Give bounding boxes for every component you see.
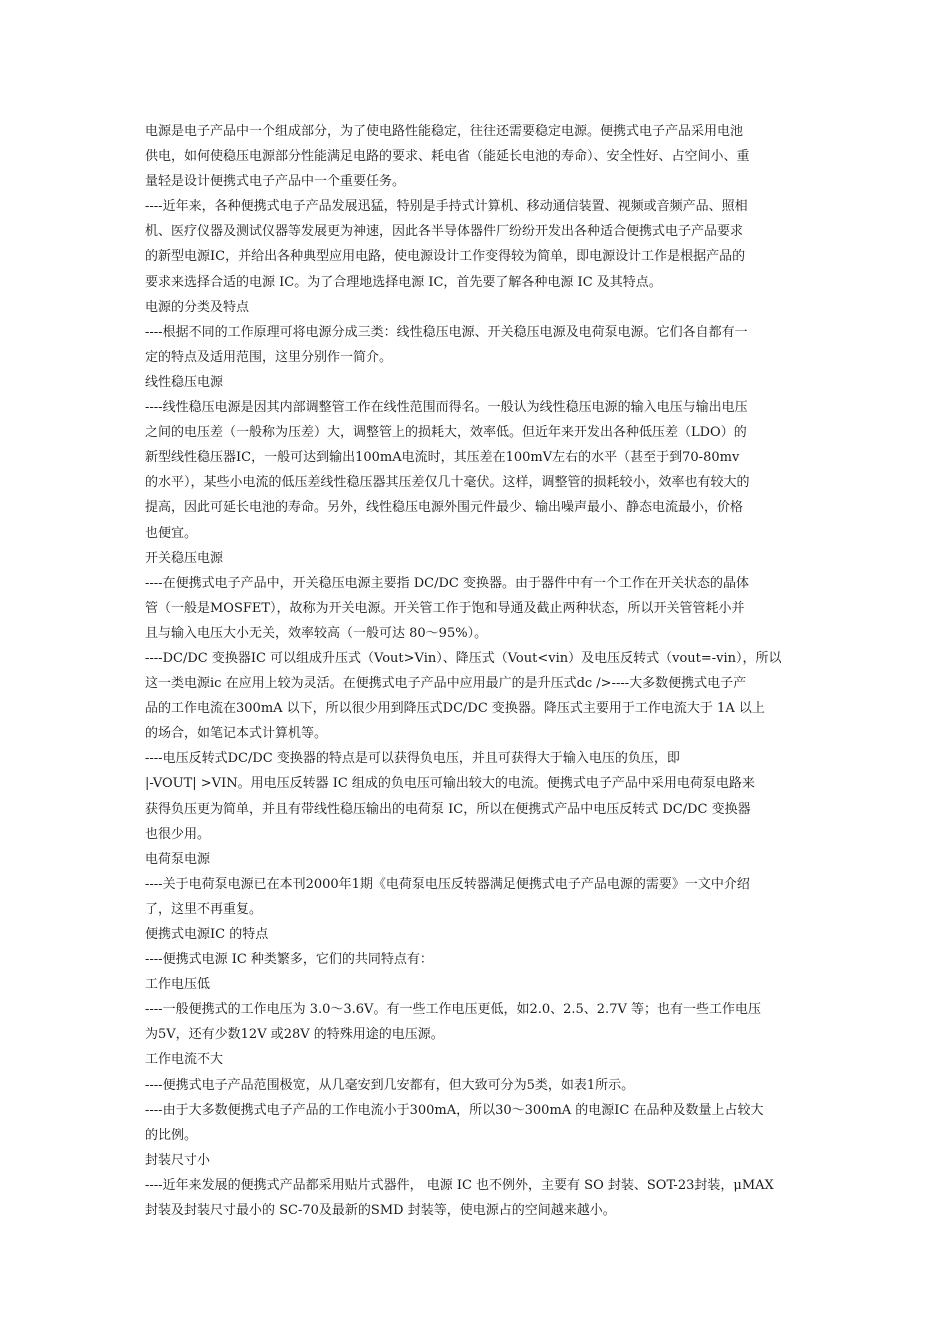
text-line: 电源是电子产品中一个组成部分，为了使电路性能稳定，往往还需要稳定电源。便携式电子产品采用电池 — [145, 124, 744, 139]
text-line: 的水平），某些小电流的低压差线性稳压器其压差仅几十毫伏。这样，调整管的损耗较小，效率也有较大的 — [145, 475, 750, 491]
section-heading: 开关稳压电源 — [145, 550, 224, 566]
section-heading: 工作电流不大 — [145, 1052, 224, 1068]
text-line: 定的特点及适用范围，这里分别作一简介。 — [145, 349, 393, 365]
text-line: 提高，因此可延长电池的寿命。另外，线性稳压电源外围元件最少、输出噪声最小、静态电流最小，价格 — [145, 500, 744, 516]
text-line: ----便携式电子产品范围极宽，从几毫安到几安都有，但大致可分为5类，如表1所示。 — [145, 1077, 635, 1093]
text-line: 的新型电源IC，并给出各种典型应用电路，使电源设计工作变得较为简单，即电源设计工作是根据产品的 — [145, 249, 746, 265]
section-heading: 电源的分类及特点 — [145, 299, 250, 315]
text-line: 也便宜。 — [145, 525, 198, 541]
document-body — [145, 119, 825, 1223]
text-line: 且与输入电压大小无关，效率较高（一般可达 80～95%）。 — [145, 625, 488, 641]
text-line: 的场合，如笔记本式计算机等。 — [145, 726, 328, 742]
section-heading: 封装尺寸小 — [145, 1152, 211, 1168]
text-line: 这一类电源ic 在应用上较为灵活。在便携式电子产品中应用最广的是升压式dc />----大多数便携式电子产 — [145, 676, 747, 692]
text-line: 之间的电压差（一般称为压差）大，调整管上的损耗大，效率低。但近年来开发出各种低压差（LDO）的 — [145, 425, 747, 441]
text-line: 获得负压更为简单，并且有带线性稳压输出的电荷泵 IC，所以在便携式产品中电压反转式 DC/DC 变换器 — [145, 801, 751, 817]
text-line: ----便携式电源 IC 种类繁多，它们的共同特点有： — [145, 952, 433, 968]
text-line: |-VOUT| >VIN。用电压反转器 IC 组成的负电压可输出较大的电流。便携式电子产品中采用电荷泵电路来 — [145, 776, 755, 792]
text-line: ----根据不同的工作原理可将电源分成三类：线性稳压电源、开关稳压电源及电荷泵电源。它们各自都有一 — [145, 324, 748, 340]
section-heading: 线性稳压电源 — [145, 374, 224, 390]
text-line: ----近年来，各种便携式电子产品发展迅猛，特别是手持式计算机、移动通信装置、视频或音频产品、照相 — [145, 199, 748, 215]
text-line: 机、医疗仪器及测试仪器等发展更为神速，因此各半导体器件厂纷纷开发出各种适合便携式电子产品要求 — [145, 224, 744, 240]
text-line: 封装及封装尺寸最小的 SC-70及最新的SMD 封装等，使电源占的空间越来越小。 — [145, 1203, 616, 1219]
section-heading: 工作电压低 — [145, 977, 211, 993]
text-line: 量轻是设计便携式电子产品中一个重要任务。 — [145, 174, 406, 190]
text-line: ----线性稳压电源是因其内部调整管工作在线性范围而得名。一般认为线性稳压电源的输入电压与输出电压 — [145, 400, 748, 416]
text-line: 的比例。 — [145, 1127, 198, 1143]
text-line: 品的工作电流在300mA 以下，所以很少用到降压式DC/DC 变换器。降压式主要用于工作电流大于 1A 以上 — [145, 701, 765, 717]
text-line: 也很少用。 — [145, 826, 211, 842]
text-line: 要求来选择合适的电源 IC。为了合理地选择电源 IC，首先要了解各种电源 IC 及其特点。 — [145, 274, 662, 290]
text-line: ----一般便携式的工作电压为 3.0～3.6V。有一些工作电压更低，如2.0、2.5、2.7V 等；也有一些工作电压 — [145, 1002, 761, 1018]
text-line: 了，这里不再重复。 — [145, 901, 263, 917]
text-line: ----DC/DC 变换器IC 可以组成升压式（Vout>Vin）、降压式（Vout<vin）及电压反转式（vout=-vin），所以 — [145, 650, 782, 666]
text-line: ----在便携式电子产品中，开关稳压电源主要指 DC/DC 变换器。由于器件中有一个工作在开关状态的晶体 — [145, 575, 749, 591]
section-heading: 电荷泵电源 — [145, 851, 211, 867]
text-line: 为5V，还有少数12V 或28V 的特殊用途的电压源。 — [145, 1027, 444, 1043]
text-line: ----关于电荷泵电源已在本刊2000年1期《电荷泵电压反转器满足便携式电子产品电源的需要》一文中介绍 — [145, 876, 750, 892]
text-line: 新型线性稳压器IC，一般可达到输出100mA电流时，其压差在100mV左右的水平（甚至于到70-80mv — [145, 450, 740, 466]
text-line: ----电压反转式DC/DC 变换器的特点是可以获得负电压，并且可获得大于输入电压的负压，即 — [145, 751, 680, 767]
text-line: 供电，如何使稳压电源部分性能满足电路的要求、耗电省（能延长电池的寿命）、安全性好、占空间小、重 — [145, 149, 750, 165]
text-line: 管（一般是MOSFET），故称为开关电源。开关管工作于饱和导通及截止两种状态，所以开关管管耗小并 — [145, 600, 745, 616]
text-line: ----由于大多数便携式电子产品的工作电流小于300mA，所以30～300mA 的电源IC 在品种及数量上占较大 — [145, 1102, 764, 1118]
section-heading: 便携式电源IC 的特点 — [145, 927, 269, 942]
text-line: ----近年来发展的便携式产品都采用贴片式器件， 电源 IC 也不例外，主要有 SO 封装、SOT-23封装，μMAX — [145, 1177, 774, 1193]
